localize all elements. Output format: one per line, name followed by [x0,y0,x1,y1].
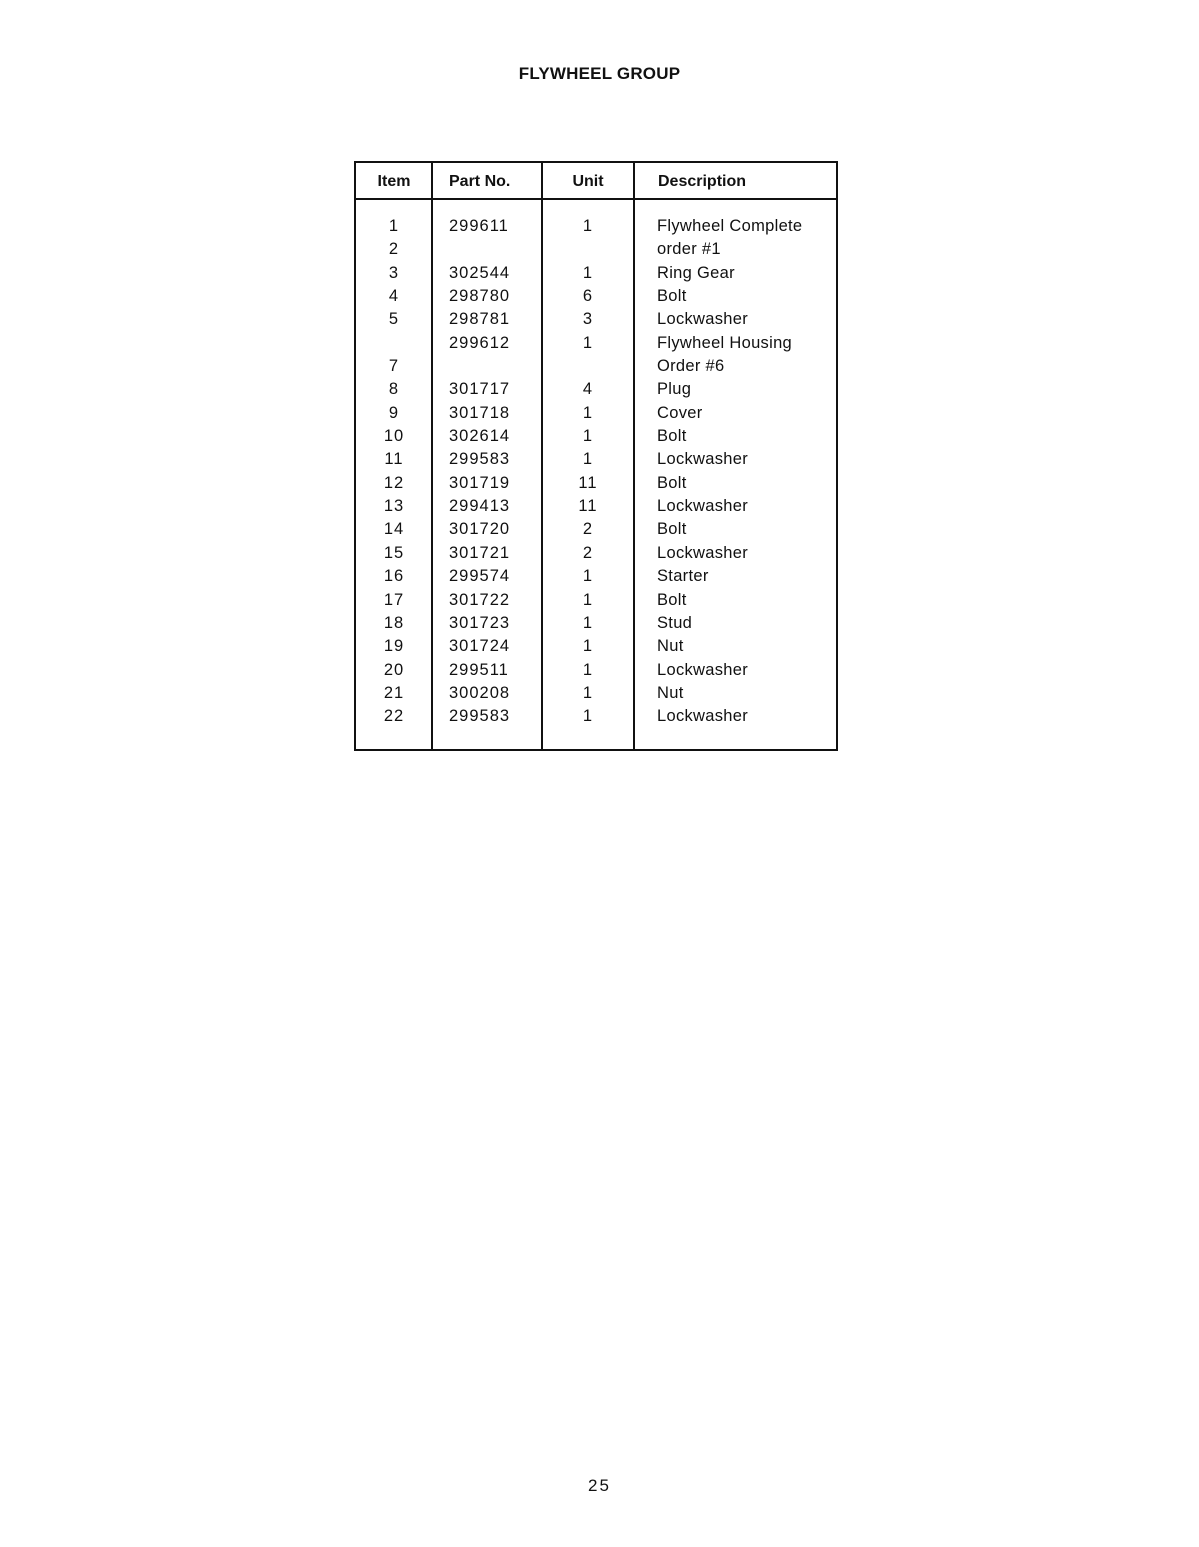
description: Plug [657,380,692,399]
item-number: 3 [388,263,400,282]
table-row [356,262,836,285]
item-number: 11 [384,450,404,469]
part-number: 301719 [449,473,511,492]
unit-qty: 1 [582,637,594,656]
item-number: 2 [388,240,400,259]
unit-qty: 11 [578,497,598,516]
page-title: FLYWHEEL GROUP [518,64,681,83]
item-number: 16 [383,567,405,586]
description: Ring Gear [657,263,735,282]
description: Bolt [657,473,687,492]
part-number: 298781 [449,310,511,329]
table-row [356,542,836,565]
part-number: 299611 [449,217,509,235]
item-number: 7 [388,357,400,376]
part-number: 301721 [449,543,511,562]
table-row [356,238,836,261]
part-number: 301717 [449,380,511,399]
table-row [356,635,836,658]
parts-table [354,161,838,751]
unit-qty: 2 [582,543,594,562]
table-row [356,682,836,705]
item-number: 21 [383,683,405,702]
unit-qty: 1 [582,217,594,235]
unit-qty: 11 [578,473,598,492]
table-row [356,425,836,448]
header-unit: Unit [572,173,604,190]
header-description: Description [658,173,747,190]
table-row [356,518,836,541]
item-number: 15 [383,543,405,562]
part-number: 301718 [449,403,511,422]
unit-qty: 1 [582,567,594,586]
description: Stud [657,613,693,632]
part-number: 299511 [449,660,509,679]
description: Nut [657,683,684,702]
unit-qty: 1 [582,450,594,469]
item-number: 13 [383,497,405,516]
item-number: 4 [388,287,400,306]
item-number: 8 [388,380,400,399]
part-number: 302614 [449,427,511,446]
header-part-no: Part No. [449,173,511,190]
table-row [356,495,836,518]
unit-qty: 1 [582,660,594,679]
item-number: 1 [388,217,400,235]
table-header [356,163,836,200]
part-number: 301723 [449,613,511,632]
description: Bolt [657,287,687,306]
description: Bolt [657,427,687,446]
part-number: 299413 [449,497,511,516]
description: Nut [657,637,684,656]
item-number: 18 [383,613,405,632]
part-number: 299574 [449,567,511,586]
table-row [356,332,836,355]
description: Lockwasher [657,497,749,516]
unit-qty: 1 [582,683,594,702]
part-number: 299612 [449,333,511,352]
table-row [356,215,836,238]
part-number: 298780 [449,287,511,306]
unit-qty: 3 [582,310,594,329]
description: Starter [657,567,709,586]
part-number: 302544 [449,263,511,282]
item-number: 10 [383,427,405,446]
description: Lockwasher [657,707,749,726]
item-number: 14 [383,520,405,539]
item-number: 20 [383,660,405,679]
item-number: 9 [388,403,400,422]
unit-qty: 1 [582,333,594,352]
unit-qty: 6 [582,287,594,306]
part-number: 301724 [449,637,511,656]
description: Lockwasher [657,310,749,329]
part-number: 301720 [449,520,511,539]
table-row [356,589,836,612]
table-row [356,355,836,378]
unit-qty: 1 [582,403,594,422]
description: Lockwasher [657,660,749,679]
part-number: 301722 [449,590,511,609]
part-number: 300208 [449,683,511,702]
table-row [356,705,836,728]
item-number: 17 [383,590,405,609]
description: Order #6 [657,357,725,376]
item-number: 19 [383,637,405,656]
table-body [356,215,836,729]
table-row [356,659,836,682]
description: order #1 [657,240,721,259]
unit-qty: 1 [582,613,594,632]
unit-qty: 1 [582,707,594,726]
item-number: 22 [383,707,405,726]
unit-qty: 1 [582,590,594,609]
header-item: Item [377,173,411,190]
table-row [356,402,836,425]
unit-qty: 4 [582,380,594,399]
description: Lockwasher [657,450,749,469]
description: Bolt [657,520,687,539]
part-number: 299583 [449,450,511,469]
part-number: 299583 [449,707,511,726]
table-row [356,448,836,471]
item-number: 12 [383,473,405,492]
description: Bolt [657,590,687,609]
unit-qty: 1 [582,427,594,446]
description: Flywheel Housing [657,333,793,352]
page-number: 25 [588,1476,611,1495]
description: Lockwasher [657,543,749,562]
item-number: 5 [388,310,400,329]
unit-qty: 2 [582,520,594,539]
description: Flywheel Complete [657,217,803,235]
description: Cover [657,403,703,422]
table-row [356,378,836,401]
table-row [356,285,836,308]
table-row [356,565,836,588]
table-row [356,612,836,635]
table-row [356,308,836,331]
unit-qty: 1 [582,263,594,282]
table-row [356,472,836,495]
